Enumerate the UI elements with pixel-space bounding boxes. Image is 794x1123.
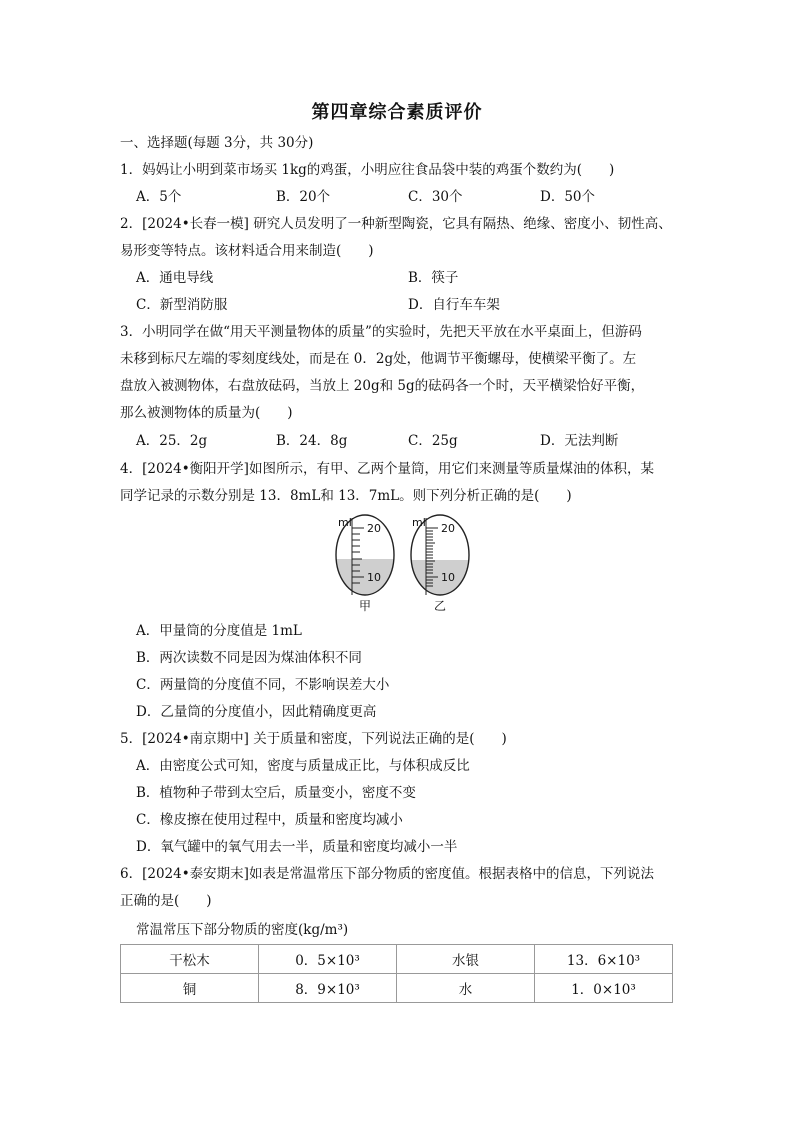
question-3-option-c[interactable]: C．25g — [408, 433, 458, 449]
question-2-stem-line2: 易形变等特点。该材料适合用来制造( ) — [120, 243, 374, 259]
cylinder-a-label: 甲 — [359, 599, 372, 613]
cylinder-b-liquid — [409, 560, 471, 600]
table-row — [121, 974, 673, 1003]
question-2-option-a[interactable]: A．通电导线 — [136, 270, 214, 286]
question-3-stem-line4: 那么被测物体的质量为( ) — [120, 405, 293, 421]
density-table — [120, 944, 673, 1003]
table-cell: 0．5×10³ — [259, 945, 397, 974]
question-3-stem-line1: 3．小明同学在做“用天平测量物体的质量”的实验时，先把天平放在水平桌面上，但游码 — [120, 324, 642, 340]
table-cell: 水 — [397, 974, 535, 1003]
question-4-stem-line1: 4．[2024•衡阳开学]如图所示，有甲、乙两个量筒，用它们来测量等质量煤油的体积，某 — [120, 461, 654, 477]
table-cell: 水银 — [397, 945, 535, 974]
density-table-caption: 常温常压下部分物质的密度(kg/m³) — [136, 922, 349, 938]
table-cell: 13．6×10³ — [535, 945, 673, 974]
question-6-stem-line2: 正确的是( ) — [120, 893, 212, 909]
question-5-stem: 5．[2024•南京期中] 关于质量和密度，下列说法正确的是( ) — [120, 731, 507, 747]
cylinder-a-tick-20: 20 — [367, 522, 381, 535]
cylinder-b-tick-10: 10 — [441, 571, 455, 584]
cylinder-b-ticks — [426, 528, 438, 586]
question-4-option-a[interactable]: A．甲量筒的分度值是 1mL — [136, 623, 302, 639]
table-row — [121, 945, 673, 974]
cylinder-b-label: 乙 — [434, 599, 447, 613]
page-title: 第四章综合素质评价 — [311, 102, 483, 123]
cylinders-drawing — [334, 512, 484, 612]
question-4-option-d[interactable]: D．乙量筒的分度值小，因此精确度更高 — [136, 704, 377, 720]
question-3-option-a[interactable]: A．25．2g — [136, 433, 208, 449]
cylinder-b-tick-20: 20 — [441, 522, 455, 535]
question-2-option-b[interactable]: B．筷子 — [408, 270, 459, 286]
question-1-option-b[interactable]: B．20个 — [276, 189, 331, 205]
cylinder-a-unit: ml — [338, 516, 352, 529]
cylinder-a-liquid — [334, 559, 396, 599]
question-3-stem-line3: 盘放入被测物体，右盘放砝码，当放上 20g和 5g的砝码各一个时，天平横梁恰好平衡， — [120, 378, 645, 394]
cylinder-a-tick-10: 10 — [367, 571, 381, 584]
question-2-option-d[interactable]: D．自行车车架 — [408, 297, 500, 313]
question-5-option-b[interactable]: B．植物种子带到太空后，质量变小，密度不变 — [136, 785, 416, 801]
question-1-option-a[interactable]: A．5个 — [136, 189, 182, 205]
question-3-stem-line2: 未移到标尺左端的零刻度线处，而是在 0．2g处，他调节平衡螺母，使横梁平衡了。左 — [120, 351, 637, 367]
question-3-option-b[interactable]: B．24．8g — [276, 433, 348, 449]
section-heading: 一、选择题(每题 3分，共 30分) — [120, 135, 314, 151]
question-2-option-c[interactable]: C．新型消防服 — [136, 297, 228, 313]
question-6-stem-line1: 6．[2024•泰安期末]如表是常温常压下部分物质的密度值。根据表格中的信息，下列说法 — [120, 866, 654, 882]
question-2-stem-line1: 2．[2024•长春一模] 研究人员发明了一种新型陶瓷，它具有隔热、绝缘、密度小、韧性高、 — [120, 216, 672, 232]
question-5-option-c[interactable]: C．橡皮擦在使用过程中，质量和密度均减小 — [136, 812, 403, 828]
table-cell: 干松木 — [121, 945, 259, 974]
question-5-option-d[interactable]: D．氧气罐中的氧气用去一半，质量和密度均减小一半 — [136, 839, 458, 855]
question-1-option-c[interactable]: C．30个 — [408, 189, 463, 205]
graduated-cylinders-figure — [334, 512, 484, 612]
question-5-option-a[interactable]: A．由密度公式可知，密度与质量成正比，与体积成反比 — [136, 758, 470, 774]
question-1-stem: 1．妈妈让小明到菜市场买 1kg的鸡蛋，小明应往食品袋中装的鸡蛋个数约为( ) — [120, 162, 615, 178]
question-4-stem-line2: 同学记录的示数分别是 13．8mL和 13．7mL。则下列分析正确的是( ) — [120, 488, 572, 504]
question-4-option-c[interactable]: C．两量筒的分度值不同，不影响误差大小 — [136, 677, 390, 693]
question-4-option-b[interactable]: B．两次读数不同是因为煤油体积不同 — [136, 650, 362, 666]
table-cell: 8．9×10³ — [259, 974, 397, 1003]
table-cell: 1．0×10³ — [535, 974, 673, 1003]
question-1-option-d[interactable]: D．50个 — [540, 189, 596, 205]
table-cell: 铜 — [121, 974, 259, 1003]
cylinder-b-unit: ml — [412, 516, 426, 529]
question-3-option-d[interactable]: D．无法判断 — [540, 433, 619, 449]
